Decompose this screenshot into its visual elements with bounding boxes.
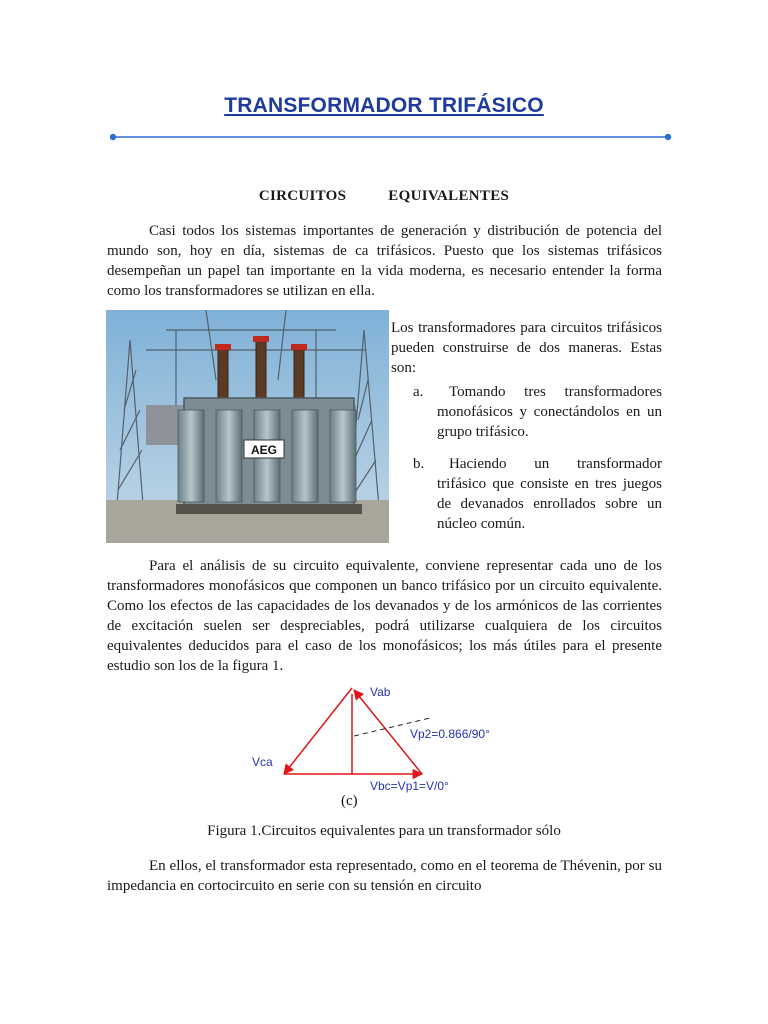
list-marker: b. <box>413 456 425 472</box>
page-title: TRANSFORMADOR TRIFÁSICO <box>224 94 544 117</box>
label-vca: Vca <box>252 755 273 769</box>
closing-paragraph: En ellos, el transformador esta representado, como en el teorema de Thévenin, por su impedancia en cortocircuito en serie con su tensión en circuito <box>107 858 662 894</box>
title-divider <box>110 130 672 144</box>
side-text: Los transformadores para circuitos trifásicos pueden construirse de dos maneras. Estas son: <box>391 320 662 376</box>
list-text: Tomando tres transformadores monofásicos y conectándolos en un grupo trifásico. <box>437 384 662 440</box>
intro-paragraph: Casi todos los sistemas importantes de generación y distribución de potencia del mundo son, hoy en día, sistemas de ca trifásicos. Puesto que los sistemas trifásicos desempeñan un papel tan importante en la vida moderna, es necesario entender la forma como los transformadores se utilizan en ella. <box>107 223 662 299</box>
analysis-paragraph: Para el análisis de su circuito equivalente, conviene representar cada uno de los transformadores monofásicos que componen un banco trifásico por un circuito equivalente. Como los efectos de las capacidades de los devanados y de los armónicos de las corrientes de excitación suelen ser despreciables, podrá utilizarse cualquiera de los circuitos equivalentes deducidos para el caso de los monofásicos; los más útiles para el presente estudio son los de la figura 1. <box>107 558 662 674</box>
label-vp2: Vp2=0.866/90° <box>410 727 490 741</box>
phasor-vca <box>284 688 352 774</box>
transformer-photo <box>106 310 389 543</box>
section-heading: CIRCUITOS EQUIVALENTES <box>258 188 510 204</box>
label-vbc: Vbc=Vp1=V/0° <box>370 779 449 793</box>
nameplate-label: AEG <box>250 443 278 457</box>
phasor-diagram <box>240 680 505 810</box>
panel-label: (c) <box>341 793 358 809</box>
list-text: Haciendo un transformador trifásico que consiste en tres juegos de devanados enrollados sobre un núcleo común. <box>437 456 662 532</box>
figure-caption: Figura 1.Circuitos equivalentes para un transformador sólo <box>207 823 561 839</box>
label-vab: Vab <box>370 685 391 699</box>
list-marker: a. <box>413 384 424 400</box>
